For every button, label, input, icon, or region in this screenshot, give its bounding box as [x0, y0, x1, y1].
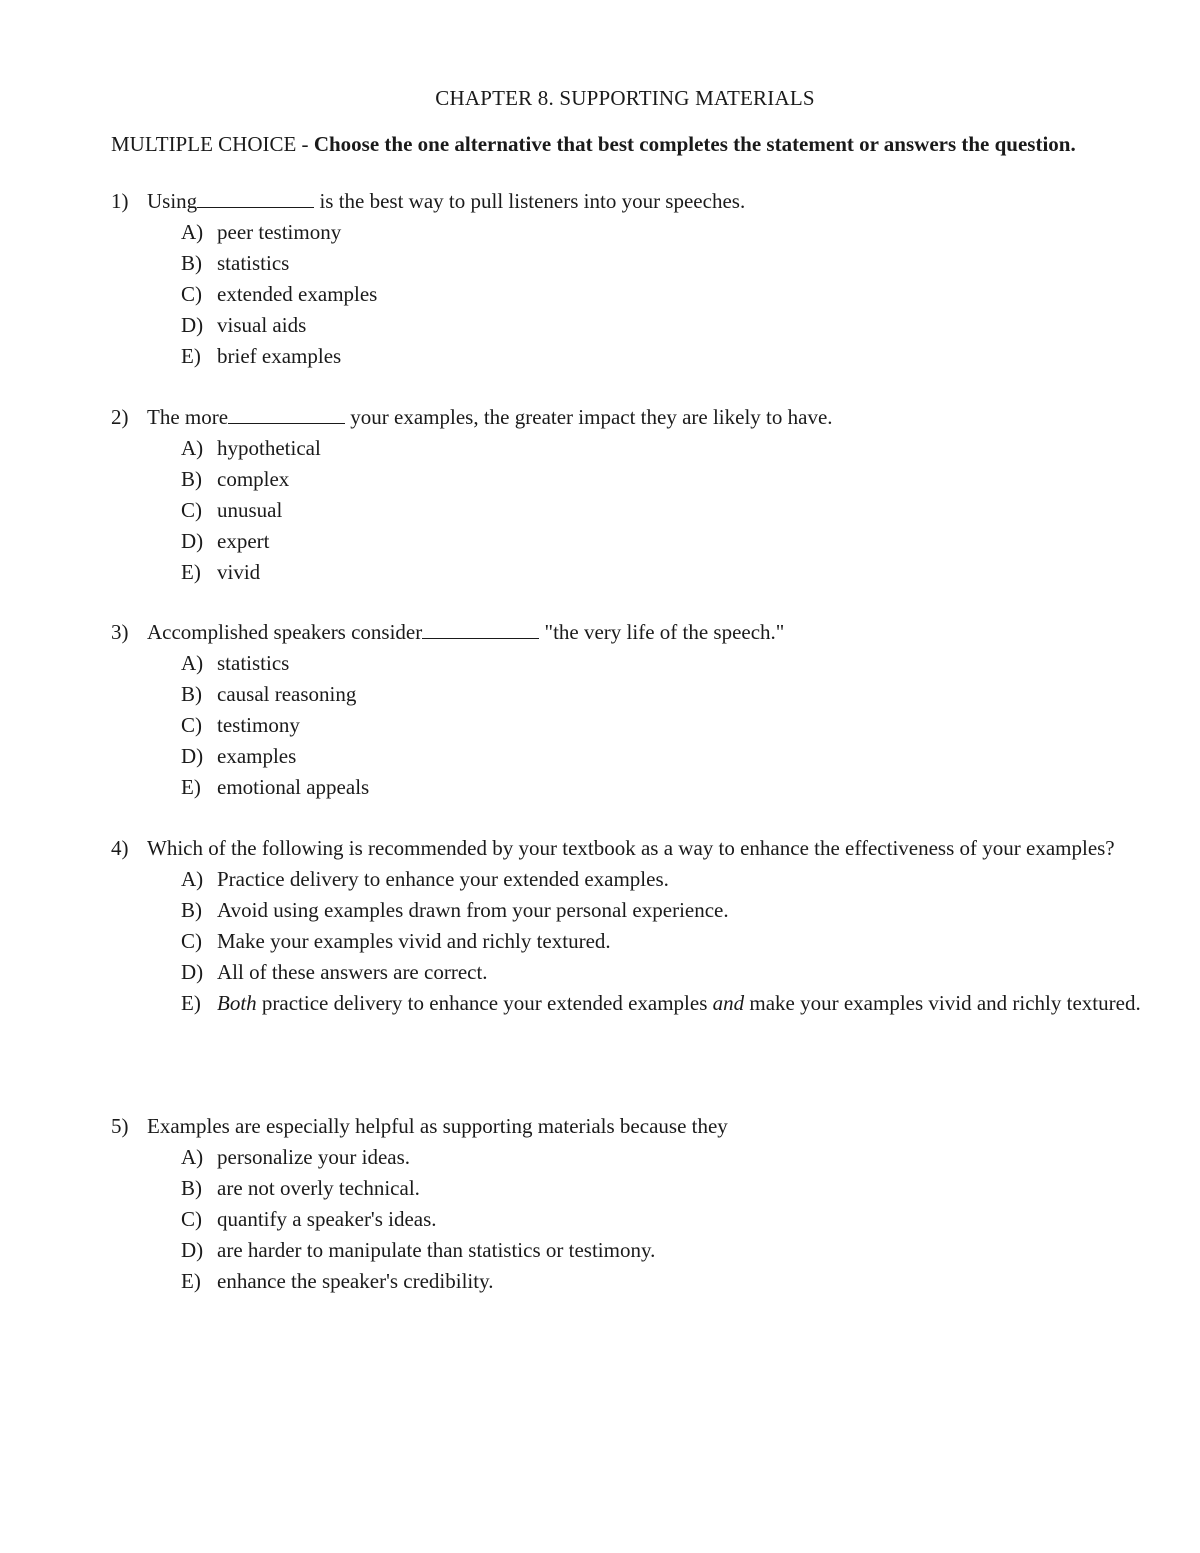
- instructions-text: Choose the one alternative that best completes the statement or answers the question.: [313, 132, 1076, 156]
- question-4: [111, 833, 1141, 1019]
- option-b: [111, 464, 1141, 495]
- option-letter: B): [181, 251, 202, 275]
- question-number: 5): [111, 1114, 129, 1138]
- option-letter: A): [181, 867, 204, 891]
- option-letter: C): [181, 498, 202, 522]
- option-b: [111, 895, 1141, 926]
- option-letter: E): [181, 560, 201, 584]
- option-a: [111, 1142, 1141, 1173]
- question-stem: [111, 186, 1141, 217]
- option-letter: A): [181, 651, 204, 675]
- emphasis-both: Both: [217, 991, 257, 1015]
- question-stem: [111, 1111, 1141, 1142]
- option-letter: B): [181, 1176, 202, 1200]
- option-text: quantify a speaker's ideas.: [217, 1207, 437, 1231]
- option-text: peer testimony: [217, 220, 342, 244]
- option-text: visual aids: [217, 313, 307, 337]
- option-e: [111, 1266, 1141, 1297]
- fill-in-blank: [197, 187, 314, 208]
- option-letter: D): [181, 313, 204, 337]
- option-a: [111, 217, 1141, 248]
- option-letter: D): [181, 529, 204, 553]
- option-text: are harder to manipulate than statistics or testimony.: [217, 1238, 656, 1262]
- option-text: brief examples: [217, 344, 342, 368]
- question-stem: [111, 402, 1141, 433]
- question-text: Which of the following is recommended by your textbook as a way to enhance the effectiveness of your examples?: [147, 836, 1115, 860]
- option-d: [111, 526, 1141, 557]
- question-text-before: The more: [147, 405, 229, 429]
- option-c: [111, 710, 1141, 741]
- option-letter: E): [181, 344, 201, 368]
- option-letter: B): [181, 682, 202, 706]
- option-e: [111, 772, 1141, 803]
- option-text: vivid: [217, 560, 261, 584]
- question-3: [111, 617, 1141, 803]
- option-text-mid: practice delivery to enhance your extended examples: [256, 991, 713, 1015]
- option-text: Practice delivery to enhance your extended examples.: [217, 867, 669, 891]
- question-stem: [111, 617, 1141, 648]
- option-letter: E): [181, 775, 201, 799]
- option-text: hypothetical: [217, 436, 321, 460]
- question-1: [111, 186, 1141, 372]
- option-list: [111, 217, 1141, 372]
- option-e: [111, 341, 1141, 372]
- option-letter: D): [181, 960, 204, 984]
- option-list: [111, 648, 1141, 803]
- option-text: All of these answers are correct.: [217, 960, 488, 984]
- option-list: [111, 433, 1141, 588]
- option-text: Avoid using examples drawn from your personal experience.: [217, 898, 729, 922]
- option-e: [111, 557, 1141, 588]
- question-text: Examples are especially helpful as supporting materials because they: [147, 1114, 728, 1138]
- option-letter: C): [181, 1207, 202, 1231]
- option-letter: E): [181, 991, 201, 1015]
- option-d: [111, 310, 1141, 341]
- question-number: 1): [111, 189, 129, 213]
- option-text-end: make your examples vivid and richly textured.: [744, 991, 1141, 1015]
- question-number: 4): [111, 836, 129, 860]
- option-a: [111, 648, 1141, 679]
- option-letter: C): [181, 282, 202, 306]
- option-text: examples: [217, 744, 297, 768]
- option-text: causal reasoning: [217, 682, 357, 706]
- option-text: complex: [217, 467, 290, 491]
- fill-in-blank: [422, 618, 539, 639]
- option-list: [111, 864, 1141, 1019]
- option-text: expert: [217, 529, 270, 553]
- option-letter: A): [181, 436, 204, 460]
- option-text: unusual: [217, 498, 283, 522]
- option-a: [111, 433, 1141, 464]
- option-b: [111, 679, 1141, 710]
- option-letter: A): [181, 1145, 204, 1169]
- option-text: [217, 991, 1141, 1015]
- fill-in-blank: [228, 403, 345, 424]
- question-text-after: your examples, the greater impact they are likely to have.: [345, 405, 833, 429]
- option-letter: B): [181, 898, 202, 922]
- option-text: emotional appeals: [217, 775, 370, 799]
- option-text: extended examples: [217, 282, 378, 306]
- option-list: [111, 1142, 1141, 1297]
- option-letter: E): [181, 1269, 201, 1293]
- question-number: 2): [111, 405, 129, 429]
- question-stem: [111, 833, 1141, 864]
- option-letter: D): [181, 744, 204, 768]
- option-c: [111, 1204, 1141, 1235]
- option-text: Make your examples vivid and richly textured.: [217, 929, 611, 953]
- instructions-lead: MULTIPLE CHOICE -: [111, 132, 314, 156]
- option-c: [111, 495, 1141, 526]
- question-text-before: Using: [147, 189, 198, 213]
- option-text: enhance the speaker's credibility.: [217, 1269, 494, 1293]
- option-d: [111, 741, 1141, 772]
- question-number: 3): [111, 620, 129, 644]
- option-text: are not overly technical.: [217, 1176, 420, 1200]
- option-letter: C): [181, 929, 202, 953]
- option-letter: C): [181, 713, 202, 737]
- option-text: statistics: [217, 651, 290, 675]
- chapter-title: CHAPTER 8. SUPPORTING MATERIALS: [435, 86, 815, 110]
- option-c: [111, 926, 1141, 957]
- option-d: [111, 1235, 1141, 1266]
- option-b: [111, 1173, 1141, 1204]
- question-2: [111, 402, 1141, 588]
- option-c: [111, 279, 1141, 310]
- option-letter: A): [181, 220, 204, 244]
- emphasis-and: and: [712, 991, 745, 1015]
- option-text: personalize your ideas.: [217, 1145, 411, 1169]
- option-text: statistics: [217, 251, 290, 275]
- instructions: [111, 130, 1131, 158]
- option-letter: B): [181, 467, 202, 491]
- question-text-after: is the best way to pull listeners into your speeches.: [314, 189, 746, 213]
- question-text-before: Accomplished speakers consider: [147, 620, 423, 644]
- option-b: [111, 248, 1141, 279]
- question-5: [111, 1111, 1141, 1297]
- option-d: [111, 957, 1141, 988]
- option-text: testimony: [217, 713, 300, 737]
- option-e: [111, 988, 1141, 1019]
- option-letter: D): [181, 1238, 204, 1262]
- option-a: [111, 864, 1141, 895]
- question-text-after: "the very life of the speech.": [539, 620, 785, 644]
